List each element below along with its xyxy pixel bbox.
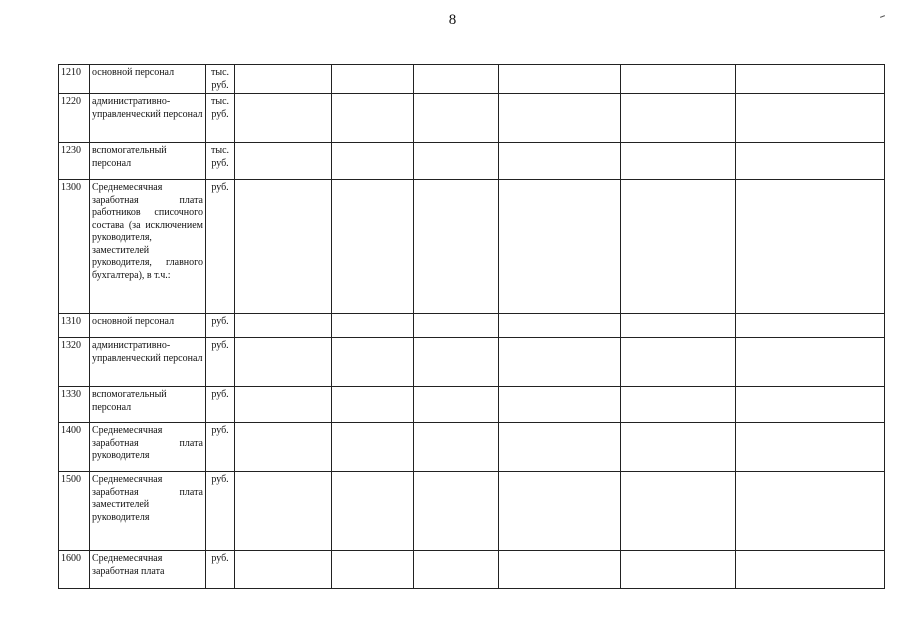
value-cell	[235, 551, 332, 589]
value-cell	[499, 314, 621, 338]
row-code: 1330	[59, 387, 90, 423]
value-cell	[621, 387, 736, 423]
value-cell	[499, 94, 621, 143]
table-row	[59, 143, 885, 180]
row-indicator-name: Среднемесячная заработная плата	[90, 551, 206, 589]
row-code: 1310	[59, 314, 90, 338]
table-row	[59, 180, 885, 314]
value-cell	[499, 551, 621, 589]
row-unit: руб.	[206, 387, 235, 423]
value-cell	[235, 143, 332, 180]
row-indicator-name: административно-управленческий персонал	[90, 338, 206, 387]
value-cell	[235, 387, 332, 423]
row-unit: руб.	[206, 423, 235, 472]
value-cell	[332, 338, 414, 387]
value-cell	[414, 551, 499, 589]
row-unit: руб.	[206, 472, 235, 551]
value-cell	[621, 143, 736, 180]
value-cell	[621, 65, 736, 94]
row-code: 1320	[59, 338, 90, 387]
value-cell	[235, 338, 332, 387]
row-indicator-name: основной персонал	[90, 314, 206, 338]
value-cell	[499, 143, 621, 180]
value-cell	[414, 338, 499, 387]
value-cell	[332, 551, 414, 589]
value-cell	[499, 180, 621, 314]
page-number: 8	[448, 12, 457, 28]
value-cell	[414, 65, 499, 94]
value-cell	[332, 472, 414, 551]
value-cell	[414, 314, 499, 338]
value-cell	[736, 180, 885, 314]
row-unit: тыс. руб.	[206, 143, 235, 180]
value-cell	[414, 143, 499, 180]
value-cell	[332, 94, 414, 143]
value-cell	[736, 143, 885, 180]
value-cell	[736, 551, 885, 589]
value-cell	[736, 94, 885, 143]
value-cell	[414, 423, 499, 472]
value-cell	[414, 94, 499, 143]
value-cell	[235, 423, 332, 472]
value-cell	[736, 423, 885, 472]
row-unit: руб.	[206, 180, 235, 314]
row-unit: руб.	[206, 338, 235, 387]
row-code: 1400	[59, 423, 90, 472]
value-cell	[499, 387, 621, 423]
value-cell	[499, 472, 621, 551]
value-cell	[736, 338, 885, 387]
row-indicator-name: вспомогательный персонал	[90, 143, 206, 180]
row-unit: руб.	[206, 314, 235, 338]
value-cell	[621, 472, 736, 551]
row-unit: тыс. руб.	[206, 65, 235, 94]
row-indicator-name: вспомогательный персонал	[90, 387, 206, 423]
value-cell	[736, 314, 885, 338]
row-unit: руб.	[206, 551, 235, 589]
value-cell	[621, 314, 736, 338]
value-cell	[414, 472, 499, 551]
row-indicator-name: административно-управленческий персонал	[90, 94, 206, 143]
value-cell	[499, 423, 621, 472]
value-cell	[235, 314, 332, 338]
row-code: 1220	[59, 94, 90, 143]
value-cell	[621, 423, 736, 472]
value-cell	[736, 387, 885, 423]
table-row	[59, 338, 885, 387]
table-row	[59, 472, 885, 551]
value-cell	[736, 472, 885, 551]
row-code: 1300	[59, 180, 90, 314]
value-cell	[499, 65, 621, 94]
row-indicator-name: Среднемесячная заработная плата заместителей руководителя	[90, 472, 206, 551]
table-row	[59, 423, 885, 472]
value-cell	[621, 180, 736, 314]
value-cell	[621, 338, 736, 387]
row-indicator-name: основной персонал	[90, 65, 206, 94]
indicators-table	[58, 64, 885, 589]
value-cell	[332, 65, 414, 94]
row-code: 1500	[59, 472, 90, 551]
table-row	[59, 551, 885, 589]
row-code: 1600	[59, 551, 90, 589]
value-cell	[332, 314, 414, 338]
value-cell	[499, 338, 621, 387]
table-row	[59, 65, 885, 94]
value-cell	[332, 387, 414, 423]
value-cell	[235, 65, 332, 94]
table-row	[59, 94, 885, 143]
row-code: 1210	[59, 65, 90, 94]
row-indicator-name: Среднемесячная заработная плата работников списочного состава (за исключением руководителя, заместителей руководителя, главного бухгалтера), в т.ч.:	[90, 180, 206, 314]
table-row	[59, 314, 885, 338]
value-cell	[235, 94, 332, 143]
value-cell	[736, 65, 885, 94]
value-cell	[332, 180, 414, 314]
value-cell	[621, 551, 736, 589]
value-cell	[235, 180, 332, 314]
row-indicator-name: Среднемесячная заработная плата руководителя	[90, 423, 206, 472]
value-cell	[414, 180, 499, 314]
value-cell	[235, 472, 332, 551]
value-cell	[332, 143, 414, 180]
value-cell	[414, 387, 499, 423]
value-cell	[332, 423, 414, 472]
row-unit: тыс. руб.	[206, 94, 235, 143]
row-code: 1230	[59, 143, 90, 180]
value-cell	[621, 94, 736, 143]
table-row	[59, 387, 885, 423]
